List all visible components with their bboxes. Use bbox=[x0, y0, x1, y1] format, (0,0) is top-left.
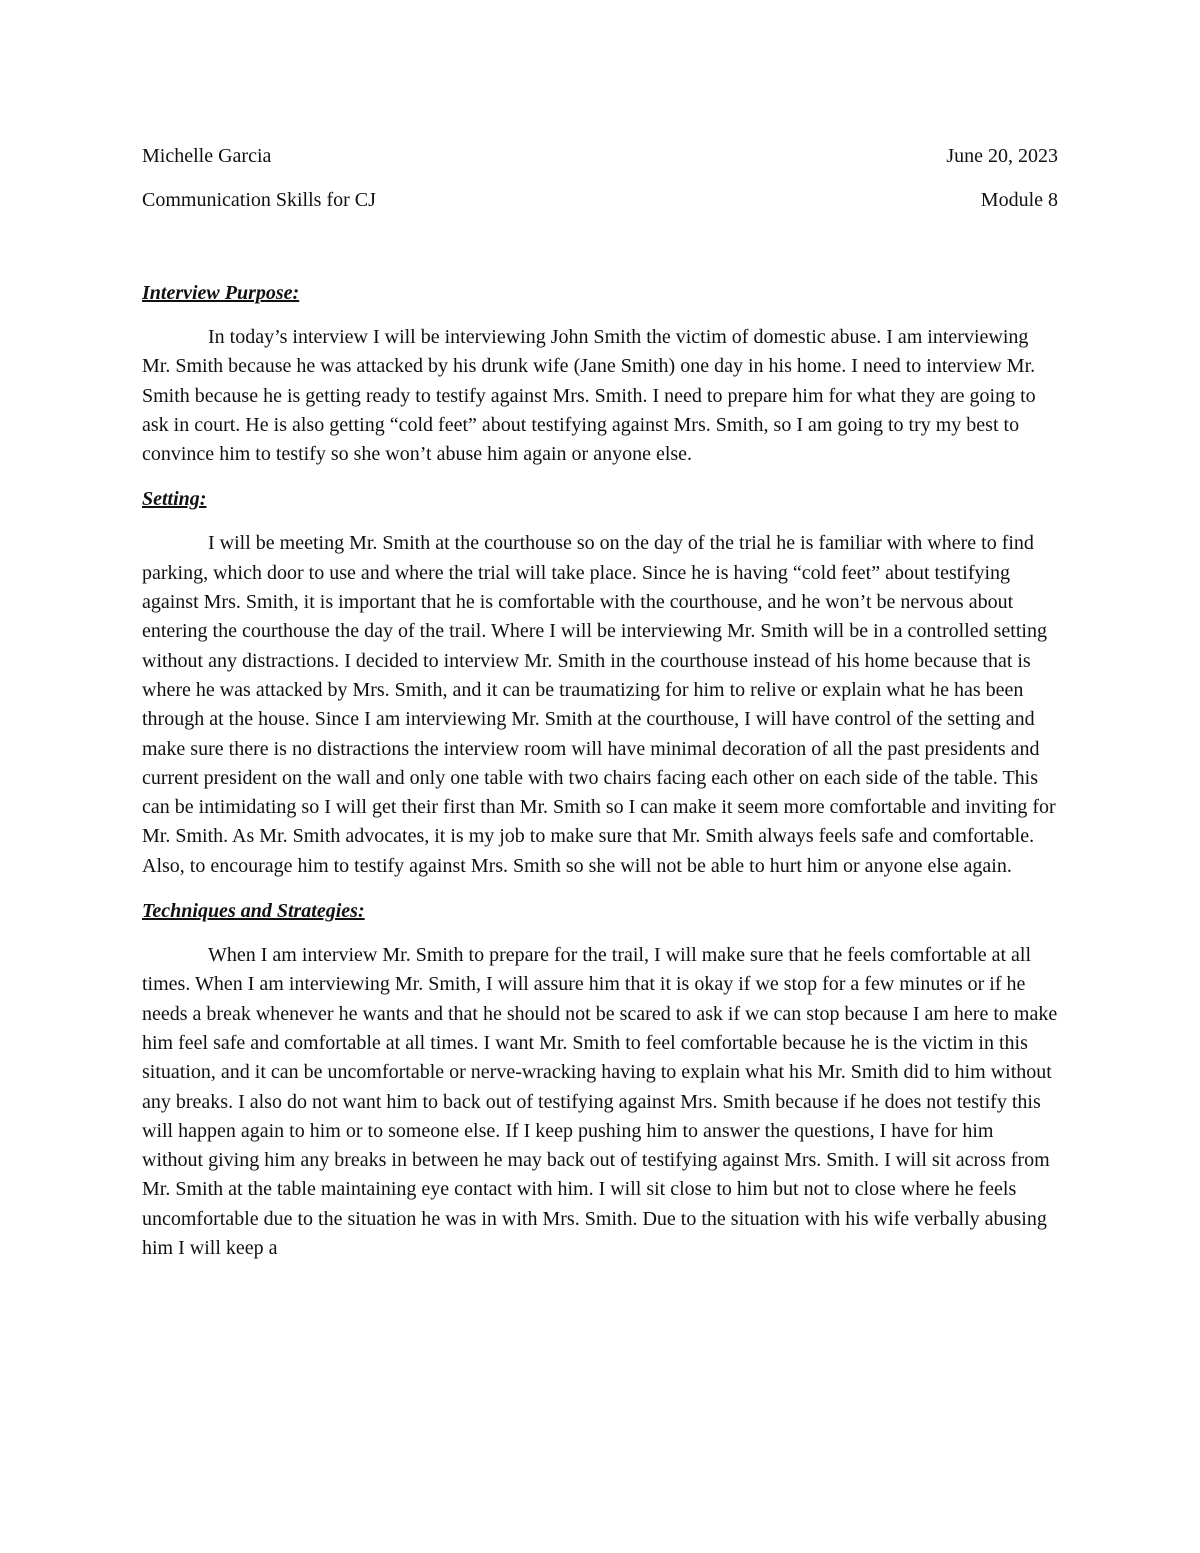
section-body-techniques: When I am interview Mr. Smith to prepare for the trail, I will make sure that he feels comfortable at all times. When I am interviewing Mr. Smith, I will assure him that it is okay if we stop for a few minutes or if he needs a break whenever he wants and that he should not be scared to ask if we can stop because I am here to make him feel safe and comfortable at all times. I want Mr. Smith to feel comfortable because he is the victim in this situation, and it can be uncomfortable or nerve-wracking having to explain what his Mr. Smith did to him without any breaks. I also do not want him to back out of testifying against Mrs. Smith because if he does not testify this will happen again to him or to someone else. If I keep pushing him to answer the questions, I have for him without giving him any breaks in between he may back out of testifying against Mrs. Smith. I will sit across from Mr. Smith at the table maintaining eye contact with him. I will sit close to him but not to close where he feels uncomfortable due to the situation he was in with Mrs. Smith. Due to the situation with his wife verbally abusing him I will keep a bbox=[142, 944, 1058, 1260]
header-row-author-date bbox=[142, 142, 1058, 171]
course-name: Communication Skills for CJ bbox=[142, 189, 376, 211]
header-row-course-module bbox=[142, 186, 1058, 215]
section-body-interview-purpose: In today’s interview I will be interviewing John Smith the victim of domestic abuse. I am interviewing Mr. Smith because he was attacked by his drunk wife (Jane Smith) one day in his home. I need to interview Mr. Smith because he is getting ready to testify against Mrs. Smith. I need to prepare him for what they are going to ask in court. He is also getting “cold feet” about testifying against Mrs. Smith, so I am going to try my best to convince him to testify so she won’t abuse him again or anyone else. bbox=[142, 326, 1036, 466]
module-label: Module 8 bbox=[980, 189, 1058, 211]
document-date: June 20, 2023 bbox=[946, 145, 1058, 167]
section-heading-interview-purpose: Interview Purpose: bbox=[142, 282, 300, 304]
section-body-setting: I will be meeting Mr. Smith at the courthouse so on the day of the trial he is familiar with where to find parking, which door to use and where the trial will take place. Since he is having “cold feet” about testifying against Mrs. Smith, it is important that he is comfortable with the courthouse, and he won’t be nervous about entering the courthouse the day of the trail. Where I will be interviewing Mr. Smith will be in a controlled setting without any distractions. I decided to interview Mr. Smith in the courthouse instead of his home because that is where he was attacked by Mrs. Smith, and it can be traumatizing for him to relive or explain what he has been through at the house. Since I am interviewing Mr. Smith at the courthouse, I will have control of the setting and make sure there is no distractions the interview room will have minimal decoration of all the past presidents and current president on the wall and only one table with two chairs facing each other on each side of the table. This can be intimidating so I will get their first than Mr. Smith so I can make it seem more comfortable and inviting for Mr. Smith. As Mr. Smith advocates, it is my job to make sure that Mr. Smith always feels safe and comfortable. Also, to encourage him to testify against Mrs. Smith so she will not be able to hurt him or anyone else again. bbox=[142, 532, 1056, 877]
document-page bbox=[142, 142, 1058, 1263]
author-name: Michelle Garcia bbox=[142, 145, 272, 167]
section-heading-techniques: Techniques and Strategies: bbox=[142, 900, 365, 923]
section-heading-setting: Setting: bbox=[142, 488, 207, 511]
